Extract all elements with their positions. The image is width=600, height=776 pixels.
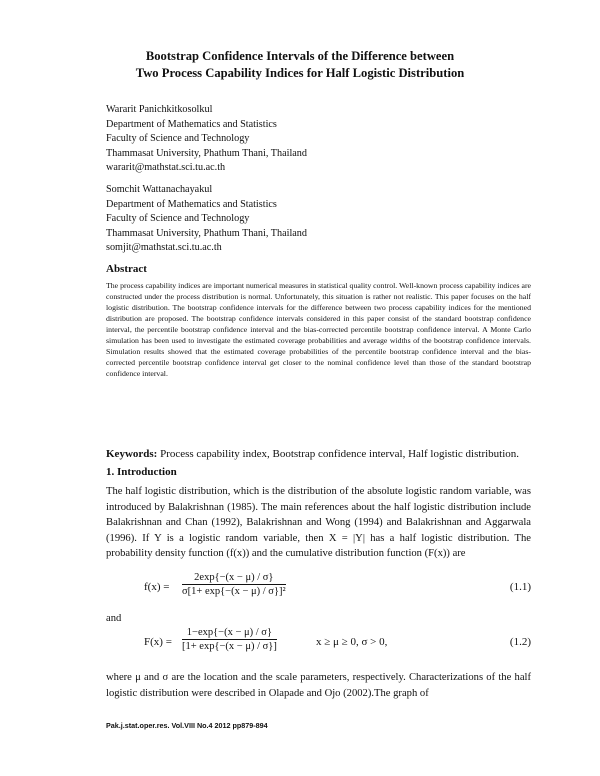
author-block-2: [106, 183, 307, 256]
and-text: and: [106, 613, 122, 624]
author-block-1: [106, 103, 307, 176]
intro-paragraph-2: where μ and σ are the location and the scale parameters, respectively. Characterizations of the half logistic distribution were described in Olapade and Ojo (2002).The graph of: [106, 672, 531, 699]
equation-number: (1.2): [509, 636, 531, 648]
section-heading-introduction: 1. Introduction: [106, 466, 177, 478]
equation-condition: x ≥ μ ≥ 0, σ > 0,: [316, 636, 388, 648]
title-line-2: Two Process Capability Indices for Half Logistic Distribution: [135, 66, 465, 80]
keywords-label: Keywords:: [106, 448, 158, 460]
equation-denominator: [1+ exp{−(x − μ) / σ}]: [182, 641, 277, 652]
author-email: somjit@mathstat.sci.tu.ac.th: [106, 242, 222, 253]
equation-lhs: f(x) =: [144, 581, 170, 593]
journal-footer: Pak.j.stat.oper.res. Vol.VIII No.4 2012 pp879-894: [106, 721, 268, 730]
paper-title: [60, 48, 540, 82]
equation-lhs: F(x) =: [144, 636, 172, 648]
author-name: Wararit Panichkitkosolkul: [106, 104, 213, 115]
author-email: wararit@mathstat.sci.tu.ac.th: [106, 162, 226, 173]
equation-numerator: 2exp{−(x − μ) / σ}: [182, 572, 286, 585]
author-name: Somchit Wattanachayakul: [106, 184, 213, 195]
author-department: Department of Mathematics and Statistics: [106, 118, 277, 130]
title-line-1: Bootstrap Confidence Intervals of the Difference between: [145, 49, 455, 63]
author-department: Department of Mathematics and Statistics: [106, 198, 277, 210]
equation-fraction: [182, 627, 277, 652]
author-faculty: Faculty of Science and Technology: [106, 133, 250, 144]
equation-fraction: [182, 572, 286, 597]
author-faculty: Faculty of Science and Technology: [106, 213, 250, 224]
equation-1-1: [106, 572, 531, 608]
equation-numerator: 1−exp{−(x − μ) / σ}: [182, 627, 277, 640]
abstract-text: The process capability indices are important numerical measures in statistical quality control. Well-known process capability indices are constructed under the process distribution is normal. Unfortunately, this situation is rather not realistic. This paper focuses on the half logistic distribution. The bootstrap confidence intervals for the difference between two process capability indices for the mentioned distribution are proposed. The bootstrap confidence intervals considered in this paper consist of the standard bootstrap confidence interval, the percentile bootstrap confidence interval and the bias-corrected percentile bootstrap confidence interval. A Monte Carlo simulation has been used to investigate the estimated coverage probabilities and average widths of the bootstrap confidence intervals. Simulation results showed that the estimated coverage probabilities of the percentile bootstrap confidence interval and the bias-corrected percentile bootstrap confidence interval get closer to the nominal confidence level than those of the standard bootstrap confidence interval.: [106, 281, 531, 378]
equation-number: (1.1): [509, 581, 531, 593]
abstract-heading: Abstract: [106, 263, 147, 275]
intro-paragraph-1: The half logistic distribution, which is the distribution of the absolute logistic random variable, was introduced by Balakrishnan (1985). The main references about the half logistic distribution include Balakrishnan and Chan (1992), Balakrishnan and Wong (1994) and Balakrishnan and Aggarwala (1996). If Y is a logistic random variable, then X = |Y| has a half logistic distribution. The probability density function (f(x)) and the cumulative distribution function (F(x)) are: [106, 486, 531, 560]
keywords: [106, 447, 531, 462]
equation-denominator: σ[1+ exp{−(x − μ) / σ}]²: [182, 586, 286, 597]
author-university: Thammasat University, Phathum Thani, Thailand: [106, 147, 307, 159]
author-university: Thammasat University, Phathum Thani, Thailand: [106, 227, 307, 239]
equation-1-2: [106, 627, 531, 663]
keywords-text: Process capability index, Bootstrap confidence interval, Half logistic distribution.: [160, 448, 520, 460]
